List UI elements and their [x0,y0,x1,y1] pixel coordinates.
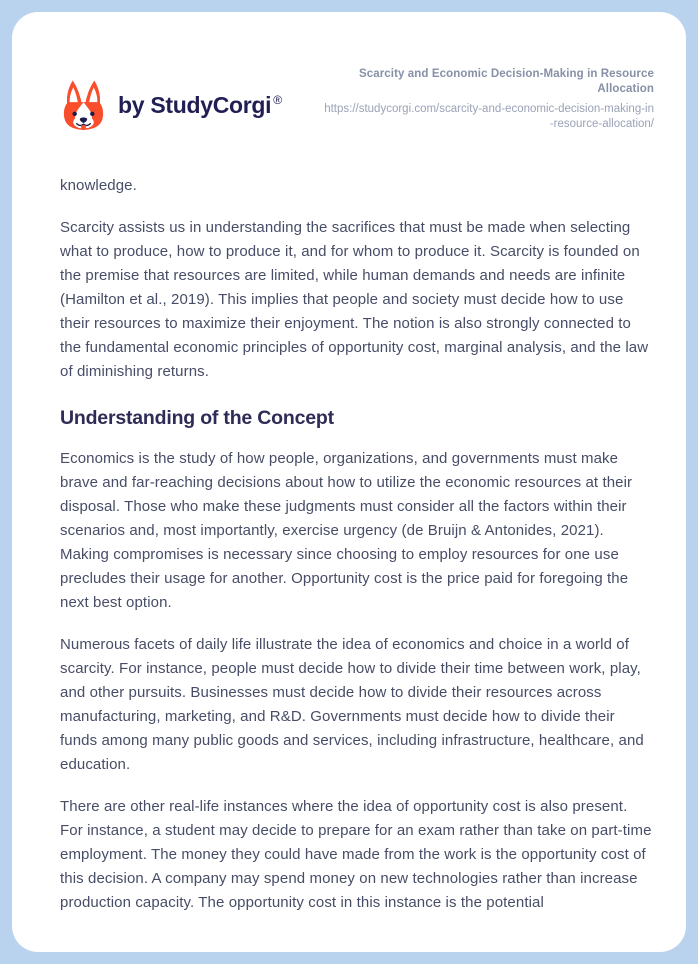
document-title: Scarcity and Economic Decision-Making in Resource Allocation [358,68,654,95]
corgi-face-icon [60,79,107,132]
section-heading: Understanding of the Concept [60,407,334,429]
registered-trademark: ® [273,93,282,108]
document-card [12,12,686,952]
paragraph-economics: Economics is the study of how people, organizations, and governments must make brave and far-reaching decisions about how to utilize the economic resources at their disposal. Those who make these judgments must consider all the factors within their scenarios and, most importantly, exercise urgency (de Bruijn & Antonides, 2021). Making compromises is necessary since choosing to employ resources for one use precludes their usage for another. Opportunity cost is the price paid for foregoing the next best option. [60,450,633,611]
article-body [60,174,652,915]
paragraph-opportunity-cost: There are other real-life instances where the idea of opportunity cost is also present. For instance, a student may decide to prepare for an exam rather than take on part-time employment. The money they could have made from the work is the opportunity cost of this decision. A company may spend money on new technologies rather than increase production capacity. The opportunity cost in this instance is the potential [60,798,652,911]
paragraph-fragment: knowledge. [60,177,137,194]
brand-name [118,92,282,119]
brand-logo [60,79,282,132]
document-url-link[interactable]: https://studycorgi.com/scarcity-and-economic-decision-making-in-resource-allocation/ [324,102,654,130]
brand-name-text: by StudyCorgi [118,92,272,118]
paragraph-daily-life: Numerous facets of daily life illustrate the idea of economics and choice in a world of scarcity. For instance, people must decide how to divide their time between work, play, and other pursuits. Businesses must decide how to divide their resources across manufacturing, marketing, and R&D. Governments must decide how to divide their funds among many public goods and services, including infrastructure, healthcare, and education. [60,636,644,773]
paragraph-scarcity: Scarcity assists us in understanding the sacrifices that must be made when selecting what to produce, how to produce it, and for whom to produce it. Scarcity is founded on the premise that resources are limited, while human demands and needs are infinite (Hamilton et al., 2019). This implies that people and society must decide how to use their resources to maximize their enjoyment. The notion is also strongly connected to the fundamental economic principles of opportunity cost, marginal analysis, and the law of diminishing returns. [60,219,649,380]
document-title-block [324,66,654,132]
document-header [60,66,654,132]
